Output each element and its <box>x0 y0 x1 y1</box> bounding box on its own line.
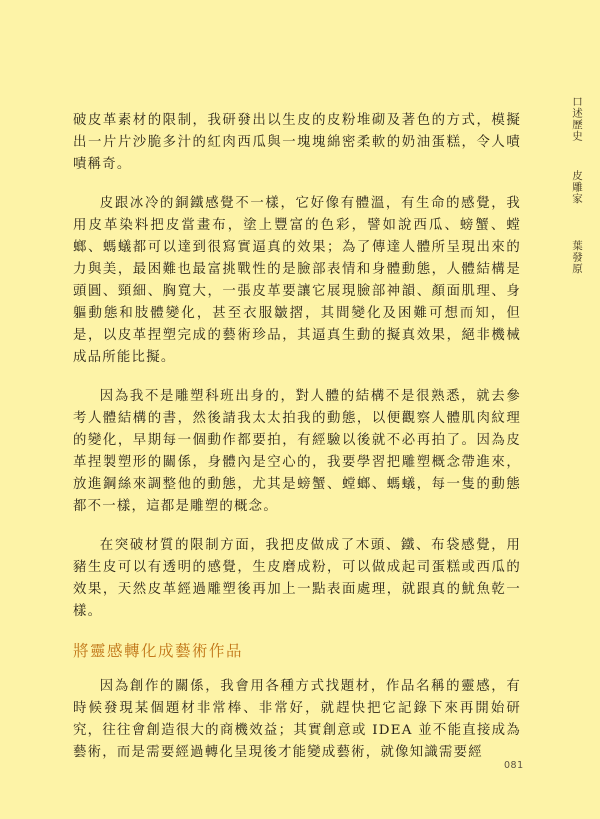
section-paragraph-1: 因為創作的關係，我會用各種方式找題材，作品名稱的靈感，有時候發現某個題材非常棒、非常好，就趕快把它記錄下來再開始研究，往往會創造很大的商機效益；其實創意或 IDEA 並不能直接成為藝術，而是需要經過轉化呈現後才能變成藝術，就像知識需要經 <box>73 679 521 760</box>
paragraph-3: 因為我不是雕塑科班出身的，對人體的結構不是很熟悉，就去參考人體結構的書，然後請我太太拍我的動態，以便觀察人體肌肉紋理的變化，早期每一個動作都要拍，有經驗以後就不必再拍了。因為皮革捏製塑形的關係，身體內是空心的，我要學習把雕塑概念帶進來，放進鋼絲來調整他的動態，尤其是螃蟹、螳螂、螞蟻，每一隻的動態都不一樣，這都是雕塑的概念。 <box>73 389 521 514</box>
page-number: 081 <box>504 760 524 771</box>
sidebar-name-label: 葉發原 <box>571 240 583 275</box>
paragraph-2: 皮跟冰冷的銅鐵感覺不一樣，它好像有體溫，有生命的感覺，我用皮革染料把皮當畫布，塗上豐富的色彩，譬如說西瓜、螃蟹、螳螂、螞蟻都可以達到很寫實逼真的效果；為了傳達人體所呈現出來的力與美，最困難也最富挑戰性的是臉部表情和身體動態，人體結構是頭圓、頸細、胸寬大，一張皮革要讓它展現臉部神韻、顏面肌理、身軀動態和肢體變化，甚至衣服皺摺，其間變化及困難可想而知，但是，以皮革捏塑完成的藝術珍品，其逼真生動的擬真效果，絕非機械成品所能比擬。 <box>73 196 521 365</box>
sidebar-profession-label: 皮雕家 <box>571 170 583 205</box>
section-heading: 將靈感轉化成藝術作品 <box>73 642 244 660</box>
paragraph-4: 在突破材質的限制方面，我把皮做成了木頭、鐵、布袋感覺，用豬生皮可以有透明的感覺，生皮磨成粉，可以做成起司蛋糕或西瓜的效果，天然皮革經過雕塑後再加上一點表面處理，就跟真的魷魚乾一樣。 <box>73 538 521 619</box>
sidebar-series-label: 口述歷史 <box>571 96 583 142</box>
body-text <box>73 110 521 781</box>
paragraph-1: 破皮革素材的限制，我研發出以生皮的皮粉堆砌及著色的方式，模擬出一片片沙脆多汁的紅肉西瓜與一塊塊綿密柔軟的奶油蛋糕，令人嘖嘖稱奇。 <box>73 113 521 172</box>
